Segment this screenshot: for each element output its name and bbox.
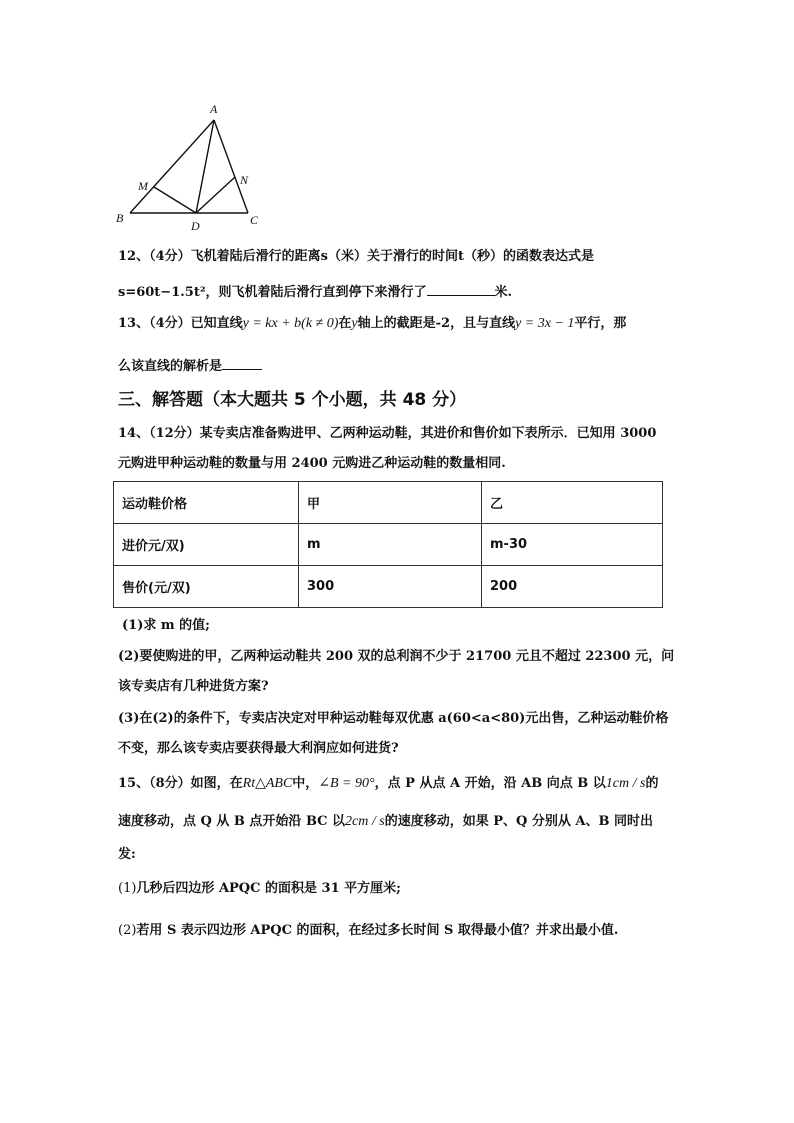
q13-line2: [118, 355, 262, 376]
q12-text: s=60t−1.5t²，则飞机着陆后滑行直到停下来滑行了: [118, 285, 427, 300]
table-cell: m-30: [482, 524, 663, 566]
section-three-heading: 三、解答题（本大题共 5 个小题，共 48 分）: [118, 390, 467, 410]
table-cell: 200: [482, 566, 663, 608]
q13-line1: [118, 315, 626, 333]
q15-text-c: ，点 P 从点 A 开始，沿 AB 向点 B 以: [374, 776, 606, 791]
label-b: B: [116, 211, 124, 225]
q15-angle: ∠B = 90°: [318, 776, 375, 791]
segment-ac: [214, 120, 248, 213]
q14-part1: (1)求 m 的值;: [122, 618, 210, 633]
segment-ab: [130, 120, 214, 213]
q15-text-b: 中，: [292, 776, 319, 791]
q13-answer-blank: [222, 355, 262, 370]
q14-line2: 元购进甲种运动鞋的数量与用 2400 元购进乙种运动鞋的数量相同.: [118, 456, 506, 471]
q13-parallel-expression: y = 3x − 1: [515, 316, 575, 331]
q15-sub2: [118, 922, 618, 940]
q15-speed-p: 1cm / s: [605, 776, 646, 791]
q14-line1: 14、（12分）某专卖店准备购进甲、乙两种运动鞋，其进价和售价如下表所示．已知用 3000: [118, 426, 657, 441]
q15-text-d: 的: [645, 776, 659, 791]
q13-line-expression: y = kx + b(k ≠ 0): [242, 316, 339, 331]
table-cell: 甲: [299, 482, 482, 524]
label-c: C: [250, 213, 259, 227]
price-table: [113, 481, 663, 608]
q15-sub2-text: 若用 S 表示四边形 APQC 的面积，在经过多长时间 S 取得最小值？并求出最小值.: [136, 923, 619, 938]
q12-line2: [118, 281, 512, 302]
table-cell: m: [299, 524, 482, 566]
q13-mid2: 轴上的截距是-2，且与直线: [357, 316, 516, 331]
table-cell: 售价(元/双): [114, 566, 299, 608]
q15-line1: [118, 775, 658, 793]
table-cell: 乙: [482, 482, 663, 524]
q14-part2-line1: (2)要使购进的甲，乙两种运动鞋共 200 双的总利润不少于 21700 元且不超过 22300 元，问: [118, 649, 675, 664]
q12-line1: 12、（4分）飞机着陆后滑行的距离s（米）关于滑行的时间t（秒）的函数表达式是: [118, 249, 594, 264]
q15-line3: 发:: [118, 847, 136, 862]
table-cell: 运动鞋价格: [114, 482, 299, 524]
figure-lines: [130, 120, 248, 213]
q13-mid1: 在: [338, 316, 352, 331]
q12-unit: 米.: [494, 285, 513, 300]
q15-line2: [118, 813, 653, 831]
label-a: A: [210, 102, 218, 116]
label-m: M: [138, 179, 148, 193]
q15-sub1: [118, 880, 401, 898]
table-cell: 300: [299, 566, 482, 608]
q15-triangle: Rt△ABC: [242, 776, 293, 791]
table-cell: 进价元/双): [114, 524, 299, 566]
label-d: D: [191, 219, 200, 233]
q15-text-a: 15、（8分）如图，在: [118, 776, 243, 791]
q14-part3-line1: (3)在(2)的条件下，专卖店决定对甲种运动鞋每双优惠 a(60<a<80)元出售，乙种运动鞋价格: [118, 711, 669, 726]
label-n: N: [240, 173, 249, 187]
segment-md: [154, 187, 196, 213]
q15-sub2-number: (2): [118, 923, 137, 938]
q15-sub1-number: (1): [118, 881, 137, 896]
q13-line2-text: 么该直线的解析是: [118, 359, 223, 374]
triangle-figure: [110, 95, 270, 235]
q14-part2-line2: 该专卖店有几种进货方案?: [118, 679, 269, 694]
q13-y-axis: y: [351, 316, 358, 331]
q15-text-e: 速度移动，点 Q 从 B 点开始沿 BC 以: [118, 814, 346, 829]
q13-suffix: 平行，那: [574, 316, 627, 331]
q14-part3-line2: 不变，那么该专卖店要获得最大利润应如何进货?: [118, 741, 399, 756]
q13-prefix: 13、（4分）已知直线: [118, 316, 243, 331]
q15-speed-q: 2cm / s: [345, 814, 385, 829]
q15-text-f: 的速度移动，如果 P、Q 分别从 A、B 同时出: [384, 814, 653, 829]
table-row: [114, 566, 663, 608]
table-row: [114, 524, 663, 566]
q15-sub1-text: 几秒后四边形 APQC 的面积是 31 平方厘米;: [136, 881, 401, 896]
q12-answer-blank: [427, 281, 495, 296]
table-row: [114, 482, 663, 524]
